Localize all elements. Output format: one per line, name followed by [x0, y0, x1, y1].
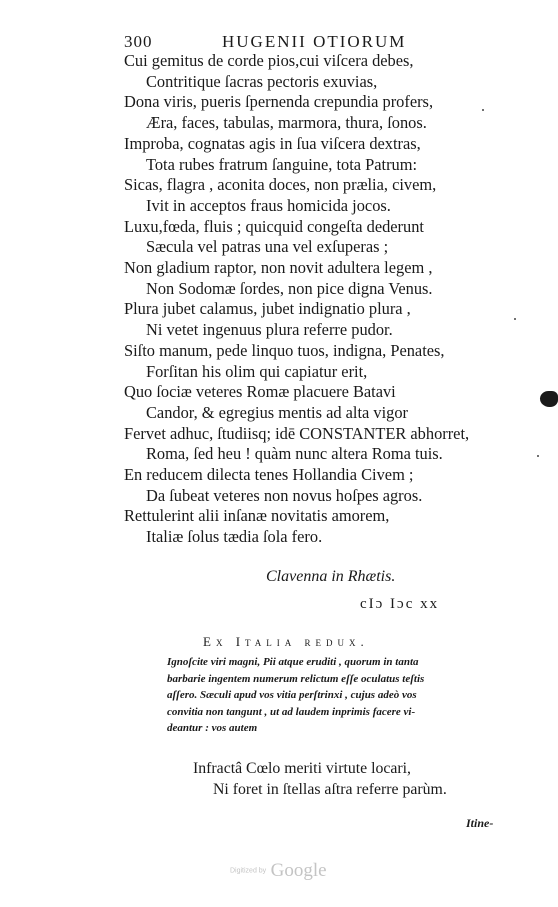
section-title: Ex Italia redux. — [203, 634, 369, 649]
running-title: HUGENII OTIORUM — [222, 32, 407, 51]
ink-blot — [540, 391, 558, 407]
prose-block — [167, 654, 512, 737]
page-number: 300 — [124, 32, 153, 51]
page-header — [124, 32, 460, 52]
verse-line: Luxu,fœda, fluis ; quicquid congeſta dederunt — [124, 216, 424, 236]
verse-line: Æra, faces, tabulas, marmora, thura, ſonos. — [146, 113, 427, 133]
verse-line: Siſto manum, pede linquo tuos, indigna, Penates, — [124, 340, 445, 360]
verse-line: Sæcula vel patras una vel exſuperas ; — [146, 237, 389, 257]
prose-line: aſſero. Sæculi apud vos vitia perſtrinxi , cujus adeò vos — [167, 689, 417, 701]
verse-block — [124, 51, 524, 548]
ink-speck — [514, 318, 516, 320]
verse-line: Non Sodomæ ſordes, non pice digna Venus. — [146, 278, 433, 298]
distich-line: Infractâ Cœlo meriti virtute locari, — [193, 760, 412, 777]
verse-line: Fervet adhuc, ſtudiisq; idē CONSTANTER abhorret, — [124, 423, 470, 443]
date-line: cIɔ Iɔc xx — [360, 596, 440, 612]
verse-line: Plura jubet calamus, jubet indignatio plura , — [124, 299, 411, 319]
verse-line: Roma, ſed heu ! quàm nunc altera Roma tuis. — [146, 444, 443, 464]
prose-line: convitia non tangunt , ut ad laudem inprimis facere vi- — [167, 705, 416, 718]
verse-line: Italiæ ſolus tædia ſola fero. — [146, 527, 323, 547]
verse-line: Tota rubes fratrum ſanguine, tota Patrum: — [146, 154, 418, 174]
catchword: Itine- — [466, 816, 494, 830]
verse-line: Dona viris, pueris ſpernenda crepundia profers, — [124, 92, 434, 112]
verse-line: Ivit in acceptos fraus homicida jocos. — [146, 195, 391, 215]
distich-line: Ni foret in ſtellas aſtra referre parùm. — [213, 781, 447, 798]
verse-line: Da ſubeat veteres non novus hoſpes agros. — [146, 485, 423, 505]
verse-line: Cui gemitus de corde pios,cui viſcera debes, — [124, 51, 414, 70]
ink-speck — [482, 109, 484, 111]
verse-line: Quo ſociæ veteres Romæ placuere Batavi — [124, 382, 396, 402]
verse-line: Rettulerint alii inſanæ novitatis amorem, — [124, 506, 390, 526]
verse-line: Candor, & egregius mentis ad alta vigor — [146, 402, 408, 422]
place-line: Clavenna in Rhætis. — [266, 568, 396, 585]
verse-line: Improba, cognatas agis in ſua viſcera dextras, — [124, 133, 421, 153]
verse-line: Contritique ſacras pectoris exuvias, — [146, 71, 378, 91]
prose-line: deantur : vos autem — [167, 722, 258, 734]
ink-speck — [537, 455, 539, 457]
distich-block — [193, 758, 513, 800]
watermark-logo: Google — [270, 860, 327, 881]
verse-line: En reducem dilecta tenes Hollandia Civem ; — [124, 465, 414, 485]
verse-line: Sicas, flagra , aconita doces, non prælia, civem, — [124, 175, 437, 195]
prose-line: Ignoſcite viri magni, Pii atque eruditi , quorum in tanta — [167, 656, 419, 668]
watermark-small: Digitized by — [230, 867, 267, 875]
verse-line: Non gladium raptor, non novit adultera legem , — [124, 258, 433, 278]
prose-line: barbarie ingentem numerum relictum eſſe oculatus teſtis — [167, 672, 425, 685]
digitized-watermark — [230, 860, 327, 882]
verse-line: Ni vetet ingenuus plura referre pudor. — [146, 320, 393, 340]
verse-line: Forſitan his olim qui capiatur erit, — [146, 361, 368, 381]
